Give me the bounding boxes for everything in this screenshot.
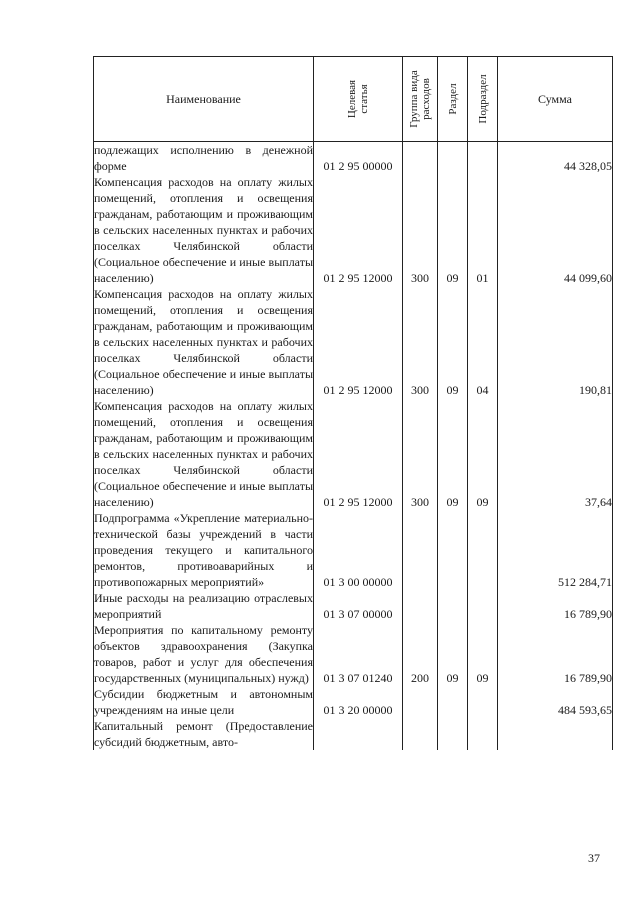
table-row [94,622,613,686]
cell-sum: 484 593,65 [498,686,613,718]
cell-expense-group: 300 [403,398,438,510]
cell-section [438,510,468,590]
table-row [94,718,613,750]
cell-section [438,142,468,175]
table-row [94,142,613,175]
cell-section: 09 [438,174,468,286]
header-name: Наименование [94,57,314,142]
cell-target-article: 01 2 95 12000 [314,398,403,510]
cell-target-article: 01 2 95 12000 [314,174,403,286]
cell-name: Подпрограмма «Укрепление материально-технической базы учреждений в части проведения текущего и капитального ремонтов, противоаварийных и противопожарных мероприятий» [94,511,313,589]
header-section-label: Раздел [446,83,459,115]
header-target-article [314,57,403,142]
cell-sum: 44 328,05 [498,142,613,175]
table-row [94,398,613,510]
header-subsection-label: Подраздел [476,74,489,124]
table-row [94,174,613,286]
cell-name: Компенсация расходов на оплату жилых помещений, отопления и освещения гражданам, работающим и проживающим в сельских населенных пунктах и рабочих поселках Челябинской области (Социальное обеспечение и иные выплаты населению) [94,287,313,397]
cell-subsection: 09 [468,398,498,510]
header-section [438,57,468,142]
cell-section: 09 [438,398,468,510]
cell-sum: 512 284,71 [498,510,613,590]
cell-subsection [468,510,498,590]
cell-sum: 16 789,90 [498,622,613,686]
cell-name: Компенсация расходов на оплату жилых помещений, отопления и освещения гражданам, работающим и проживающим в сельских населенных пунктах и рабочих поселках Челябинской области (Социальное обеспечение и иные выплаты населению) [94,399,313,509]
cell-section [438,718,468,750]
cell-target-article: 01 3 07 00000 [314,590,403,622]
header-subsection [468,57,498,142]
cell-expense-group [403,686,438,718]
cell-expense-group: 200 [403,622,438,686]
cell-expense-group: 300 [403,174,438,286]
cell-subsection: 09 [468,622,498,686]
cell-target-article [314,718,403,750]
cell-target-article: 01 2 95 12000 [314,286,403,398]
table-row [94,286,613,398]
cell-target-article: 01 3 00 00000 [314,510,403,590]
page-number: 37 [588,851,600,865]
table-body [94,142,613,751]
cell-section [438,686,468,718]
cell-subsection [468,142,498,175]
cell-name: Капитальный ремонт (Предоставление субсидий бюджетным, авто- [94,719,313,749]
cell-section: 09 [438,286,468,398]
cell-target-article: 01 3 20 00000 [314,686,403,718]
cell-expense-group [403,142,438,175]
header-expense-group [403,57,438,142]
header-sum: Сумма [498,57,613,142]
cell-target-article: 01 3 07 01240 [314,622,403,686]
cell-sum: 16 789,90 [498,590,613,622]
cell-expense-group: 300 [403,286,438,398]
header-target-line2: статья [358,84,370,114]
table-row [94,590,613,622]
budget-table [93,56,613,750]
cell-name: подлежащих исполнению в денежной форме [94,143,313,173]
cell-subsection [468,686,498,718]
header-group-line1: Группа вида [408,70,420,128]
header-target-line1: Целевая [346,79,358,119]
header-group-line2: расходов [420,78,432,120]
table-header-row [94,57,613,142]
cell-sum [498,718,613,750]
table-row [94,686,613,718]
cell-sum: 37,64 [498,398,613,510]
cell-subsection [468,590,498,622]
cell-section: 09 [438,622,468,686]
cell-section [438,590,468,622]
table-row [94,510,613,590]
cell-expense-group [403,718,438,750]
cell-name: Компенсация расходов на оплату жилых помещений, отопления и освещения гражданам, работающим и проживающим в сельских населенных пунктах и рабочих поселках Челябинской области (Социальное обеспечение и иные выплаты населению) [94,175,313,285]
cell-name: Субсидии бюджетным и автономным учреждениям на иные цели [94,687,313,717]
cell-sum: 44 099,60 [498,174,613,286]
cell-subsection [468,718,498,750]
cell-name: Мероприятия по капитальному ремонту объектов здравоохранения (Закупка товаров, работ и услуг для обеспечения государственных (муниципальных) нужд) [94,623,313,685]
cell-subsection: 01 [468,174,498,286]
cell-expense-group [403,590,438,622]
cell-expense-group [403,510,438,590]
cell-subsection: 04 [468,286,498,398]
cell-target-article: 01 2 95 00000 [314,142,403,175]
cell-name: Иные расходы на реализацию отраслевых мероприятий [94,591,313,621]
cell-sum: 190,81 [498,286,613,398]
